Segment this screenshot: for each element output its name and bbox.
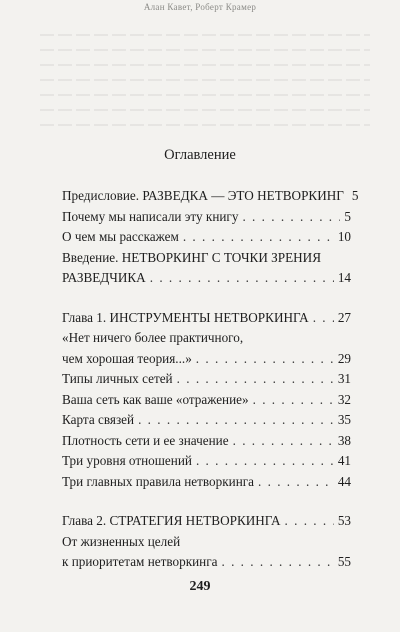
dot-leader	[183, 227, 334, 247]
toc-entry-title: Типы личных сетей	[62, 371, 173, 386]
running-head: Алан Кавет, Роберт Крамер	[143, 2, 257, 12]
toc-entry[interactable]	[62, 410, 351, 431]
toc-entry[interactable]	[62, 207, 351, 228]
toc-entry-title: РАЗВЕДЧИКА	[62, 270, 146, 285]
dot-leader	[242, 207, 340, 227]
toc-entry[interactable]	[62, 472, 351, 493]
toc-entry[interactable]	[62, 390, 351, 411]
toc-entry-title: От жизненных целей	[62, 533, 181, 549]
toc-entry[interactable]	[62, 227, 351, 248]
dot-leader	[313, 308, 334, 328]
dot-leader	[285, 511, 334, 531]
toc-entry-title: Карта связей	[62, 412, 135, 427]
dot-leader	[258, 472, 334, 492]
toc-entry-page: 32	[337, 391, 351, 407]
dot-leader	[221, 552, 333, 572]
toc-entry[interactable]	[62, 451, 351, 472]
toc-entry-page: 5	[344, 208, 351, 224]
toc-entry-page: 31	[337, 371, 351, 386]
dot-leader	[233, 431, 334, 451]
toc-entry-title: к приоритетам нетворкинга	[62, 554, 218, 569]
toc-entry-page: 35	[337, 412, 351, 427]
toc-entry[interactable]	[62, 431, 351, 452]
toc-entry-title: О чем мы расскажем	[62, 229, 179, 244]
toc-entry-title: Глава 1. ИНСТРУМЕНТЫ НЕТВОРКИНГА	[62, 309, 309, 325]
table-of-contents	[62, 186, 359, 573]
toc-entry[interactable]	[62, 511, 351, 532]
toc-entry[interactable]	[62, 532, 351, 553]
toc-entry-page: 41	[337, 453, 351, 468]
toc-entry-title: «Нет ничего более практичного,	[62, 330, 244, 345]
toc-entry[interactable]	[62, 349, 351, 370]
toc-entry-page: 10	[337, 229, 351, 244]
toc-entry-page: 14	[337, 270, 351, 285]
section-gap	[62, 289, 351, 308]
section-gap	[62, 492, 351, 511]
toc-entry[interactable]	[62, 552, 351, 573]
toc-entry-page: 55	[337, 554, 351, 569]
toc-entry[interactable]	[62, 328, 351, 349]
toc-entry-page: 27	[337, 309, 351, 325]
dot-leader	[196, 451, 334, 471]
toc-entry-page: 29	[337, 350, 351, 366]
toc-entry-title: чем хорошая теория...»	[62, 350, 192, 366]
toc-entry-title: Введение. НЕТВОРКИНГ С ТОЧКИ ЗРЕНИЯ	[62, 249, 321, 265]
toc-entry[interactable]	[62, 248, 351, 269]
toc-entry-title: Ваша сеть как ваше «отражение»	[62, 391, 249, 407]
toc-entry[interactable]	[62, 268, 351, 289]
dot-leader	[150, 268, 334, 288]
toc-entry-page: 5	[351, 188, 359, 203]
toc-entry-title: Плотность сети и ее значение	[62, 432, 229, 448]
toc-entry-page: 38	[337, 432, 351, 448]
bleed-through-text	[40, 34, 370, 154]
dot-leader	[253, 390, 334, 410]
toc-entry-title: Предисловие. РАЗВЕДКА — ЭТО НЕТВОРКИНГ	[62, 188, 344, 203]
toc-entry[interactable]	[62, 308, 351, 329]
toc-entry-title: Глава 2. СТРАТЕГИЯ НЕТВОРКИНГА	[62, 513, 281, 528]
page-number: 249	[189, 579, 211, 594]
toc-entry[interactable]	[62, 369, 351, 390]
toc-entry-title: Почему мы написали эту книгу	[62, 208, 239, 224]
toc-entry-title: Три главных правила нетворкинга	[62, 473, 255, 489]
toc-entry-title: Три уровня отношений	[62, 453, 192, 468]
dot-leader	[138, 410, 334, 430]
dot-leader	[196, 349, 334, 369]
toc-entry-page: 53	[337, 513, 351, 528]
toc-entry-page: 44	[337, 473, 351, 489]
toc-title: Оглавление	[164, 147, 236, 163]
toc-entry[interactable]	[62, 186, 359, 207]
dot-leader	[177, 369, 334, 389]
